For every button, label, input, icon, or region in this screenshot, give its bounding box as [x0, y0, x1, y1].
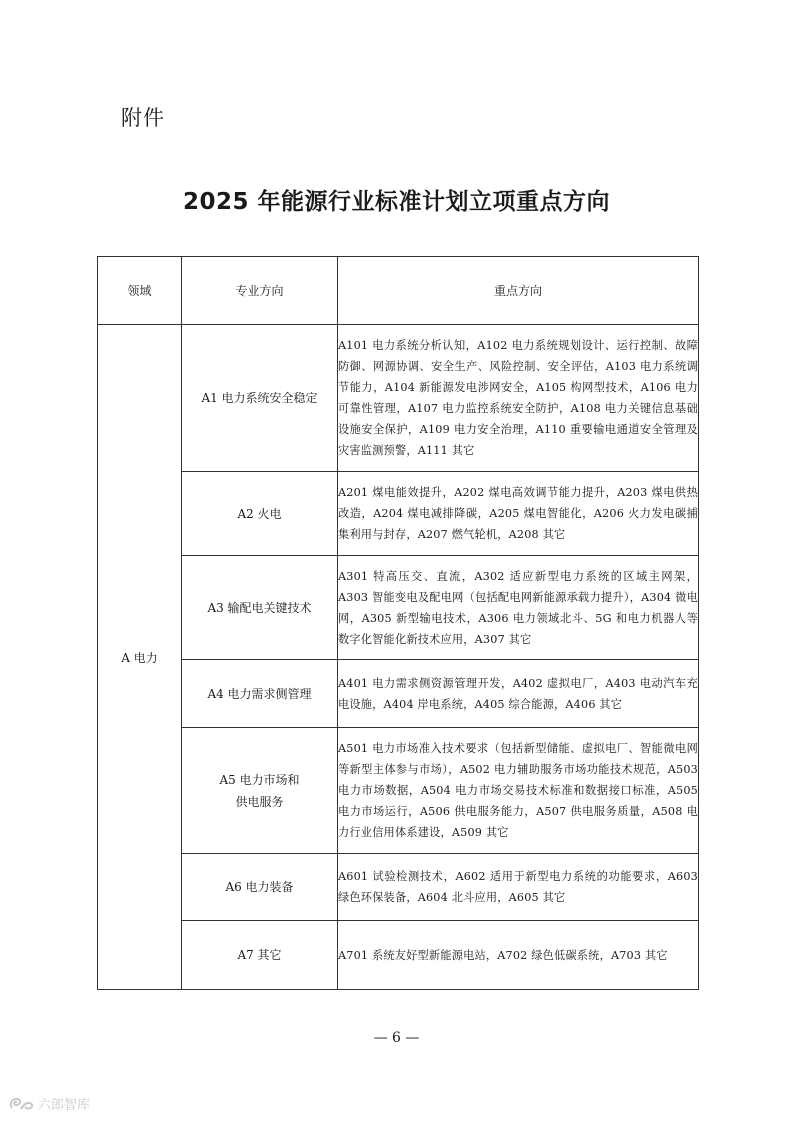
table-row: [98, 660, 699, 728]
attachment-label: 附件: [121, 106, 165, 130]
major-cell: A3 输配电关键技术: [182, 556, 338, 660]
focus-cell: A301 特高压交、直流，A302 适应新型电力系统的区域主网架，A303 智能变电及配电网（包括配电网新能源承载力提升），A304 微电网，A305 新型输电技术，A306 电力领域北斗、5G 和电力机器人等数字化智能化新技术应用，A307 其它: [338, 556, 699, 660]
table-row: [98, 472, 699, 556]
domain-cell: A 电力: [98, 325, 182, 990]
brand-logo-icon: [8, 1095, 34, 1113]
table-row: [98, 921, 699, 990]
major-cell: A2 火电: [182, 472, 338, 556]
table-row: [98, 728, 699, 854]
focus-cell: A101 电力系统分析认知，A102 电力系统规划设计、运行控制、故障防御、网源协调、安全生产、风险控制、安全评估，A103 电力系统调节能力，A104 新能源发电涉网安全，A105 构网型技术，A106 电力可靠性管理，A107 电力监控系统安全防护，A108 电力关键信息基础设施安全保护，A109 电力安全治理，A110 重要输电通道安全管理及灾害监测预警，A111 其它: [338, 325, 699, 472]
major-cell: A1 电力系统安全稳定: [182, 325, 338, 472]
document-title: 2025 年能源行业标准计划立项重点方向: [182, 189, 611, 215]
column-header-focus: 重点方向: [338, 257, 699, 325]
standards-plan-table: [97, 256, 699, 990]
major-cell: [182, 728, 338, 854]
major-cell-line: 供电服务: [235, 794, 284, 809]
page-number: — 6 —: [373, 1030, 420, 1046]
table-row: [98, 556, 699, 660]
focus-cell: A401 电力需求侧资源管理开发，A402 虚拟电厂，A403 电动汽车充电设施，A404 岸电系统，A405 综合能源，A406 其它: [338, 660, 699, 728]
watermark-text: 六郎智库: [38, 1098, 91, 1113]
focus-cell: A701 系统友好型新能源电站，A702 绿色低碳系统，A703 其它: [338, 921, 699, 990]
column-header-domain: 领域: [98, 257, 182, 325]
table-row: [98, 325, 699, 472]
focus-cell: A501 电力市场准入技术要求（包括新型储能、虚拟电厂、智能微电网等新型主体参与市场），A502 电力辅助服务市场功能技术规范，A503 电力市场数据，A504 电力市场交易技术标准和数据接口标准，A505 电力市场运行，A506 供电服务能力，A507 供电服务质量，A508 电力行业信用体系建设，A509 其它: [338, 728, 699, 854]
table-row: [98, 854, 699, 921]
table-header-row: [98, 257, 699, 325]
major-cell-line: A5 电力市场和: [219, 772, 300, 787]
major-cell: A4 电力需求侧管理: [182, 660, 338, 728]
focus-cell: A601 试验检测技术，A602 适用于新型电力系统的功能要求，A603 绿色环保装备，A604 北斗应用，A605 其它: [338, 854, 699, 921]
column-header-major: 专业方向: [182, 257, 338, 325]
major-cell: A7 其它: [182, 921, 338, 990]
focus-cell: A201 煤电能效提升，A202 煤电高效调节能力提升，A203 煤电供热改造，A204 煤电减排降碳，A205 煤电智能化，A206 火力发电碳捕集利用与封存，A207 燃气轮机，A208 其它: [338, 472, 699, 556]
major-cell: A6 电力装备: [182, 854, 338, 921]
watermark: [8, 1094, 90, 1113]
